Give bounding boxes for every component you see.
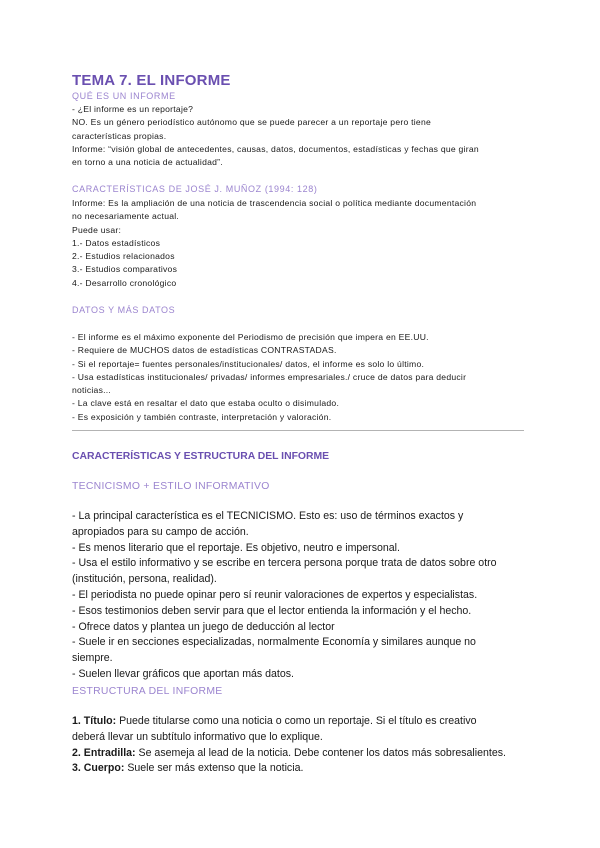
section-body-tecnicismo <box>72 509 532 683</box>
list-item: - El periodista no puede opinar pero sí reunir valoraciones de expertos y especialistas. <box>72 588 478 601</box>
horizontal-divider <box>72 430 524 431</box>
list-item: - La principal característica es el TECNICISMO. Esto es: uso de términos exactos y <box>72 510 464 522</box>
text-line: Informe: “visión global de antecedentes, causas, datos, documentos, estadísticas y fechas que giran <box>72 143 479 154</box>
list-item: 3.- Estudios comparativos <box>72 264 178 275</box>
list-item <box>72 714 532 730</box>
text-line: características propias. <box>72 130 167 141</box>
subheading-estructura-informe: ESTRUCTURA DEL INFORME <box>72 686 223 697</box>
list-item: siempre. <box>72 652 113 665</box>
text-line: NO. Es un género periodístico autónomo que se puede parecer a un reportaje pero tiene <box>72 117 432 128</box>
item-label: 1. Título: <box>72 715 117 727</box>
page-title: TEMA 7. EL INFORME <box>72 72 231 89</box>
item-text: deberá llevar un subtítulo informativo que lo explique. <box>72 730 323 743</box>
text-line: no necesariamente actual. <box>72 211 180 222</box>
text-line: en torno a una noticia de actualidad”. <box>72 157 223 168</box>
item-label: 3. Cuerpo: <box>72 762 125 775</box>
item-label: 2. Entradilla: <box>72 746 136 759</box>
list-item: - Ofrece datos y plantea un juego de deducción al lector <box>72 620 335 633</box>
list-item: - Requiere de MUCHOS datos de estadísticas CONTRASTADAS. <box>72 345 337 356</box>
text-line: Informe: Es la ampliación de una noticia de trascendencia social o política mediante documentación <box>72 198 477 208</box>
item-text: Suele ser más extenso que la noticia. <box>124 762 304 775</box>
list-item: - Esos testimonios deben servir para que el lector entienda la información y el hecho. <box>72 604 472 617</box>
section-body-caracteristicas-munoz <box>72 197 532 290</box>
list-item: noticias... <box>72 385 112 396</box>
subheading-tecnicismo: TECNICISMO + ESTILO INFORMATIVO <box>72 481 270 492</box>
list-item: - Usa estadísticas institucionales/ privadas/ informes empresariales./ cruce de datos para deducir <box>72 371 467 382</box>
list-item: - Es exposición y también contraste, interpretación y valoración. <box>72 411 332 422</box>
list-item: (institución, persona, realidad). <box>72 573 217 586</box>
list-item: 1.- Datos estadísticos <box>72 237 161 248</box>
list-item: 2.- Estudios relacionados <box>72 251 175 262</box>
section-body-datos <box>72 331 532 424</box>
list-item <box>72 730 532 746</box>
section-heading-que-es: QUÉ ES UN INFORME <box>72 91 176 101</box>
section-heading-estructura: CARACTERÍSTICAS Y ESTRUCTURA DEL INFORME <box>72 451 330 462</box>
section-body-que-es <box>72 103 532 169</box>
list-item: - Es menos literario que el reportaje. Es objetivo, neutro e impersonal. <box>72 541 400 554</box>
section-heading-caracteristicas-munoz: CARACTERÍSTICAS DE JOSÉ J. MUÑOZ (1994: 128) <box>72 184 318 194</box>
list-item: - El informe es el máximo exponente del Periodismo de precisión que impera en EE.UU. <box>72 332 429 342</box>
section-heading-datos: DATOS Y MÁS DATOS <box>72 305 176 315</box>
text-line: - ¿El informe es un reportaje? <box>72 104 194 114</box>
list-item: - Suele ir en secciones especializadas, normalmente Economía y similares aunque no <box>72 636 476 649</box>
list-item: apropiados para su campo de acción. <box>72 525 249 538</box>
list-item <box>72 761 532 777</box>
list-item: - Si el reportaje= fuentes personales/institucionales/ datos, el informe es solo lo último. <box>72 358 425 369</box>
section-body-estructura-informe <box>72 714 532 777</box>
item-text: Se asemeja al lead de la noticia. Debe contener los datos más sobresalientes. <box>135 746 506 759</box>
text-line: Puede usar: <box>72 224 122 235</box>
list-item: 4.- Desarrollo cronológico <box>72 277 177 288</box>
list-item: - La clave está en resaltar el dato que estaba oculto o disimulado. <box>72 398 340 409</box>
list-item: - Suelen llevar gráficos que aportan más datos. <box>72 667 295 680</box>
list-item: - Usa el estilo informativo y se escribe en tercera persona porque trata de datos sobre otro <box>72 557 497 570</box>
list-item <box>72 746 532 762</box>
item-text: Puede titularse como una noticia o como un reportaje. Si el título es creativo <box>116 715 477 727</box>
